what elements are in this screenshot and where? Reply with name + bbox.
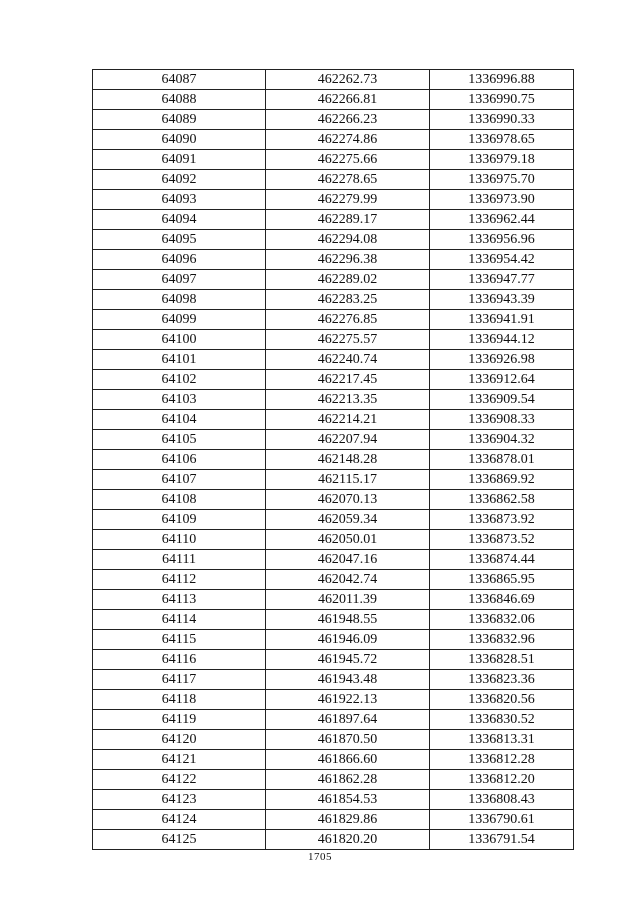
y-coordinate-cell: 1336790.61 [430,810,574,830]
y-coordinate-cell: 1336878.01 [430,450,574,470]
point-id-cell: 64093 [93,190,266,210]
point-id-cell: 64102 [93,370,266,390]
y-coordinate-cell: 1336962.44 [430,210,574,230]
table-row [93,670,574,690]
point-id-cell: 64096 [93,250,266,270]
y-coordinate-cell: 1336947.77 [430,270,574,290]
x-coordinate-cell: 462214.21 [266,410,430,430]
table-row [93,770,574,790]
point-id-cell: 64109 [93,510,266,530]
point-id-cell: 64087 [93,70,266,90]
point-id-cell: 64104 [93,410,266,430]
x-coordinate-cell: 461866.60 [266,750,430,770]
point-id-cell: 64091 [93,150,266,170]
point-id-cell: 64089 [93,110,266,130]
x-coordinate-cell: 461820.20 [266,830,430,850]
x-coordinate-cell: 462042.74 [266,570,430,590]
point-id-cell: 64123 [93,790,266,810]
table-row [93,330,574,350]
y-coordinate-cell: 1336862.58 [430,490,574,510]
y-coordinate-cell: 1336832.06 [430,610,574,630]
y-coordinate-cell: 1336874.44 [430,550,574,570]
y-coordinate-cell: 1336873.92 [430,510,574,530]
y-coordinate-cell: 1336975.70 [430,170,574,190]
x-coordinate-cell: 462266.81 [266,90,430,110]
y-coordinate-cell: 1336828.51 [430,650,574,670]
x-coordinate-cell: 462011.39 [266,590,430,610]
table-row [93,830,574,850]
table-row [93,450,574,470]
x-coordinate-cell: 462275.57 [266,330,430,350]
point-id-cell: 64106 [93,450,266,470]
point-id-cell: 64097 [93,270,266,290]
point-id-cell: 64107 [93,470,266,490]
point-id-cell: 64119 [93,710,266,730]
x-coordinate-cell: 461922.13 [266,690,430,710]
table-row [93,230,574,250]
y-coordinate-cell: 1336912.64 [430,370,574,390]
table-row [93,410,574,430]
x-coordinate-cell: 462213.35 [266,390,430,410]
y-coordinate-cell: 1336943.39 [430,290,574,310]
point-id-cell: 64108 [93,490,266,510]
x-coordinate-cell: 461948.55 [266,610,430,630]
point-id-cell: 64105 [93,430,266,450]
coordinate-table [92,69,574,850]
table-row [93,270,574,290]
y-coordinate-cell: 1336908.33 [430,410,574,430]
y-coordinate-cell: 1336909.54 [430,390,574,410]
y-coordinate-cell: 1336904.32 [430,430,574,450]
x-coordinate-cell: 462262.73 [266,70,430,90]
table-row [93,570,574,590]
table-row [93,390,574,410]
y-coordinate-cell: 1336990.75 [430,90,574,110]
table-row [93,530,574,550]
point-id-cell: 64122 [93,770,266,790]
table-row [93,70,574,90]
table-row [93,210,574,230]
x-coordinate-cell: 461943.48 [266,670,430,690]
y-coordinate-cell: 1336830.52 [430,710,574,730]
table-row [93,190,574,210]
table-row [93,690,574,710]
x-coordinate-cell: 462148.28 [266,450,430,470]
x-coordinate-cell: 462283.25 [266,290,430,310]
x-coordinate-cell: 462278.65 [266,170,430,190]
table-row [93,110,574,130]
table-row [93,510,574,530]
y-coordinate-cell: 1336869.92 [430,470,574,490]
table-row [93,470,574,490]
x-coordinate-cell: 461870.50 [266,730,430,750]
x-coordinate-cell: 462207.94 [266,430,430,450]
point-id-cell: 64095 [93,230,266,250]
y-coordinate-cell: 1336820.56 [430,690,574,710]
point-id-cell: 64088 [93,90,266,110]
y-coordinate-cell: 1336996.88 [430,70,574,90]
y-coordinate-cell: 1336978.65 [430,130,574,150]
table-row [93,290,574,310]
x-coordinate-cell: 461862.28 [266,770,430,790]
table-row [93,550,574,570]
x-coordinate-cell: 462296.38 [266,250,430,270]
x-coordinate-cell: 462266.23 [266,110,430,130]
table-row [93,310,574,330]
y-coordinate-cell: 1336954.42 [430,250,574,270]
point-id-cell: 64092 [93,170,266,190]
y-coordinate-cell: 1336944.12 [430,330,574,350]
y-coordinate-cell: 1336956.96 [430,230,574,250]
point-id-cell: 64114 [93,610,266,630]
point-id-cell: 64111 [93,550,266,570]
y-coordinate-cell: 1336941.91 [430,310,574,330]
table-row [93,810,574,830]
y-coordinate-cell: 1336973.90 [430,190,574,210]
table-row [93,130,574,150]
coordinate-table-body [93,70,574,850]
x-coordinate-cell: 462289.17 [266,210,430,230]
table-row [93,630,574,650]
table-row [93,90,574,110]
point-id-cell: 64098 [93,290,266,310]
x-coordinate-cell: 462274.86 [266,130,430,150]
table-row [93,590,574,610]
x-coordinate-cell: 462050.01 [266,530,430,550]
point-id-cell: 64090 [93,130,266,150]
point-id-cell: 64101 [93,350,266,370]
y-coordinate-cell: 1336823.36 [430,670,574,690]
point-id-cell: 64117 [93,670,266,690]
point-id-cell: 64103 [93,390,266,410]
point-id-cell: 64100 [93,330,266,350]
table-row [93,710,574,730]
point-id-cell: 64116 [93,650,266,670]
table-row [93,150,574,170]
table-row [93,730,574,750]
table-row [93,790,574,810]
x-coordinate-cell: 462276.85 [266,310,430,330]
y-coordinate-cell: 1336812.28 [430,750,574,770]
x-coordinate-cell: 462059.34 [266,510,430,530]
y-coordinate-cell: 1336926.98 [430,350,574,370]
table-row [93,430,574,450]
point-id-cell: 64125 [93,830,266,850]
table-row [93,750,574,770]
point-id-cell: 64115 [93,630,266,650]
y-coordinate-cell: 1336808.43 [430,790,574,810]
x-coordinate-cell: 462294.08 [266,230,430,250]
y-coordinate-cell: 1336846.69 [430,590,574,610]
x-coordinate-cell: 462070.13 [266,490,430,510]
x-coordinate-cell: 462047.16 [266,550,430,570]
y-coordinate-cell: 1336832.96 [430,630,574,650]
x-coordinate-cell: 461945.72 [266,650,430,670]
point-id-cell: 64110 [93,530,266,550]
page-number: 1705 [308,851,332,863]
y-coordinate-cell: 1336873.52 [430,530,574,550]
y-coordinate-cell: 1336812.20 [430,770,574,790]
table-row [93,370,574,390]
point-id-cell: 64112 [93,570,266,590]
table-row [93,250,574,270]
point-id-cell: 64099 [93,310,266,330]
x-coordinate-cell: 461897.64 [266,710,430,730]
table-row [93,610,574,630]
point-id-cell: 64121 [93,750,266,770]
table-row [93,170,574,190]
table-row [93,650,574,670]
table-row [93,490,574,510]
x-coordinate-cell: 462115.17 [266,470,430,490]
y-coordinate-cell: 1336813.31 [430,730,574,750]
x-coordinate-cell: 462217.45 [266,370,430,390]
x-coordinate-cell: 462279.99 [266,190,430,210]
x-coordinate-cell: 461829.86 [266,810,430,830]
y-coordinate-cell: 1336979.18 [430,150,574,170]
x-coordinate-cell: 462289.02 [266,270,430,290]
x-coordinate-cell: 461854.53 [266,790,430,810]
x-coordinate-cell: 461946.09 [266,630,430,650]
point-id-cell: 64124 [93,810,266,830]
x-coordinate-cell: 462275.66 [266,150,430,170]
point-id-cell: 64118 [93,690,266,710]
y-coordinate-cell: 1336865.95 [430,570,574,590]
point-id-cell: 64120 [93,730,266,750]
table-row [93,350,574,370]
point-id-cell: 64094 [93,210,266,230]
y-coordinate-cell: 1336990.33 [430,110,574,130]
point-id-cell: 64113 [93,590,266,610]
y-coordinate-cell: 1336791.54 [430,830,574,850]
x-coordinate-cell: 462240.74 [266,350,430,370]
